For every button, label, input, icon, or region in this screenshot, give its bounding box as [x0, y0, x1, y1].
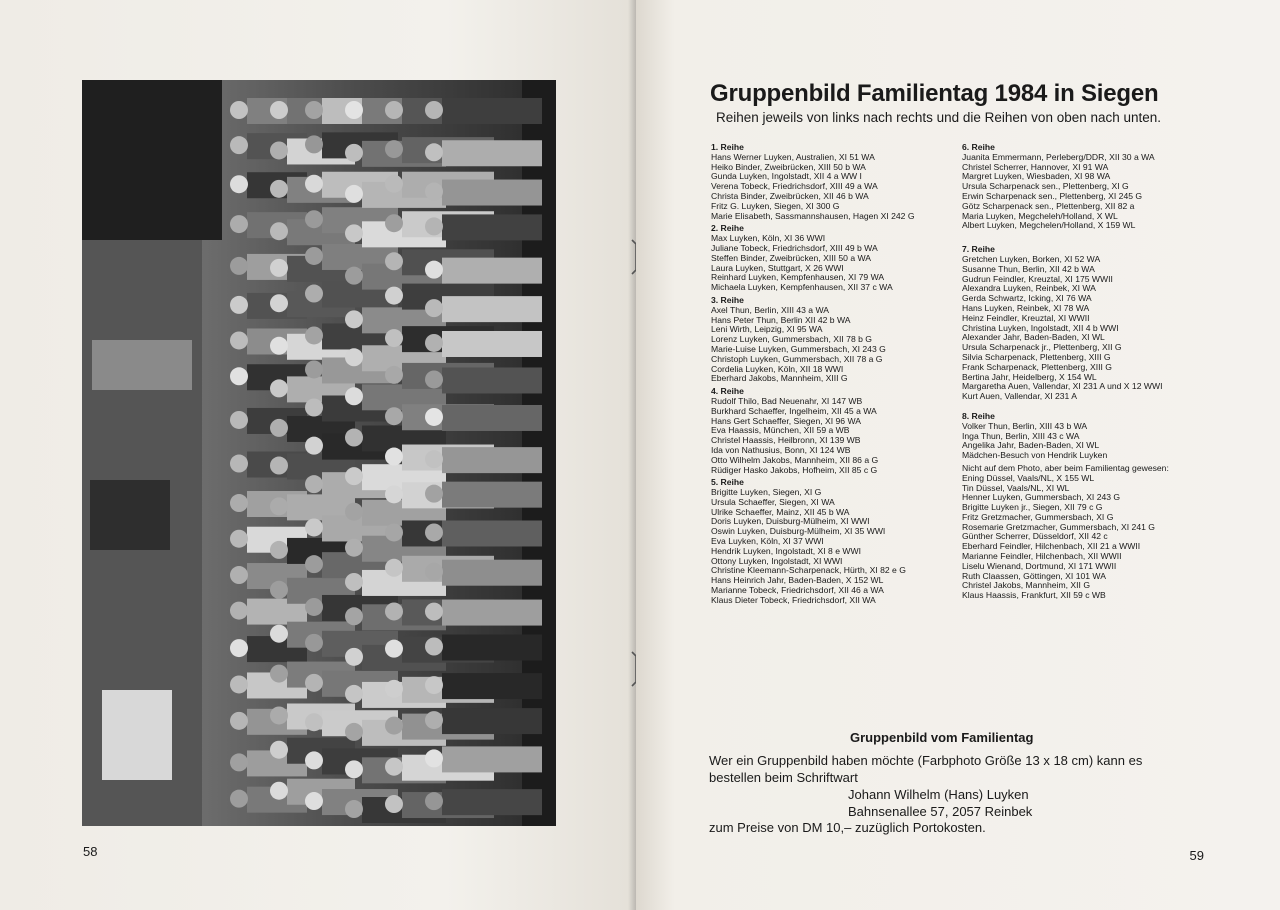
person-head	[270, 180, 288, 198]
person-head	[305, 135, 323, 153]
person-head	[425, 261, 443, 279]
name-entry: Gudrun Feindler, Kreuztal, XI 175 WWII	[962, 273, 1113, 284]
person-figure	[442, 560, 542, 586]
row-heading: 6. Reihe	[962, 142, 995, 152]
person-head	[385, 175, 403, 193]
person-head	[425, 749, 443, 767]
person-head	[385, 448, 403, 466]
person-head	[230, 411, 248, 429]
person-head	[345, 185, 363, 203]
person-head	[345, 503, 363, 521]
name-entry: Gerda Schwartz, Icking, XI 76 WA	[962, 293, 1092, 304]
row-heading: 4. Reihe	[711, 386, 744, 397]
name-entry: Angelika Jahr, Baden-Baden, XI WL	[962, 440, 1100, 451]
name-entry: Oswin Luyken, Duisburg-Mülheim, XI 35 WWI	[711, 526, 886, 537]
name-entry: Albert Luyken, Megchelen/Holland, X 159 WL	[962, 220, 1136, 231]
name-entry: Tin Düssel, Vaals/NL, XI WL	[962, 482, 1070, 493]
name-entry: Eva Haassis, München, XII 59 a WB	[711, 425, 850, 436]
person-head	[345, 685, 363, 703]
person-head	[345, 144, 363, 162]
row-section	[962, 245, 1202, 402]
name-entry: Ruth Claassen, Göttingen, XI 101 WA	[962, 570, 1106, 581]
row-section	[711, 478, 961, 605]
person-head	[230, 215, 248, 233]
order-price: zum Preise von DM 10,– zuzüglich Portokosten.	[709, 820, 986, 835]
person-head	[385, 214, 403, 232]
person-head	[425, 792, 443, 810]
person-head	[270, 222, 288, 240]
person-head	[345, 224, 363, 242]
person-head	[385, 602, 403, 620]
person-head	[345, 348, 363, 366]
order-text: Wer ein Gruppenbild haben möchte (Farbphoto Größe 13 x 18 cm) kann es bestellen beim Schriftwart	[709, 753, 1143, 785]
person-head	[230, 712, 248, 730]
row-section	[711, 387, 961, 475]
person-head	[385, 407, 403, 425]
person-head	[385, 717, 403, 735]
name-entry: Hans Werner Luyken, Australien, XI 51 WA	[711, 151, 875, 162]
person-figure	[442, 258, 542, 284]
name-entry: Gunda Luyken, Ingolstadt, XII 4 a WW I	[711, 171, 862, 182]
order-heading: Gruppenbild vom Familientag	[850, 730, 1034, 745]
row-section	[962, 412, 1202, 461]
name-entry: Burkhard Schaeffer, Ingelheim, XII 45 a WA	[711, 405, 877, 416]
person-head	[230, 639, 248, 657]
name-entry: Gretchen Luyken, Borken, XI 52 WA	[962, 253, 1101, 264]
person-head	[425, 450, 443, 468]
person-head	[385, 523, 403, 541]
person-head	[230, 136, 248, 154]
page-subtitle: Reihen jeweils von links nach rechts und die Reihen von oben nach unten.	[716, 110, 1162, 125]
person-head	[425, 370, 443, 388]
name-entry: Hans Peter Thun, Berlin XII 42 b WA	[711, 314, 851, 325]
name-entry: Christine Kleemann-Scharpenack, Hürth, XI 82 e G	[711, 565, 906, 576]
person-head	[270, 541, 288, 559]
person-head	[270, 581, 288, 599]
person-figure	[442, 140, 542, 166]
left-page	[0, 0, 636, 910]
name-entry: Ottony Luyken, Ingolstadt, XI WWI	[711, 555, 843, 566]
person-head	[230, 367, 248, 385]
name-entry: Axel Thun, Berlin, XIII 43 a WA	[711, 304, 829, 315]
person-head	[230, 101, 248, 119]
person-head	[270, 419, 288, 437]
row-section	[711, 143, 961, 221]
person-head	[345, 387, 363, 405]
order-address-block	[848, 786, 1032, 820]
name-entry: Rüdiger Hasko Jakobs, Hofheim, XII 85 c G	[711, 464, 878, 475]
person-head	[345, 101, 363, 119]
person-head	[230, 257, 248, 275]
name-entry: Ida von Nathusius, Bonn, XI 124 WB	[711, 444, 851, 455]
row-section	[962, 143, 1202, 231]
name-entry: Christel Scherrer, Hannover, XI 91 WA	[962, 161, 1109, 172]
person-head	[385, 329, 403, 347]
person-head	[345, 310, 363, 328]
person-figure	[442, 180, 542, 206]
name-entry: Otto Wilhelm Jakobs, Mannheim, XII 86 a G	[711, 454, 879, 465]
name-entry: Fritz Gretzmacher, Gummersbach, XI G	[962, 511, 1114, 522]
name-entry: Götz Scharpenack sen., Plettenberg, XII 82 a	[962, 200, 1135, 211]
person-figure	[442, 600, 542, 626]
name-entry: Leni Wirth, Leipzig, XI 95 WA	[711, 324, 823, 335]
person-figure	[442, 367, 542, 393]
person-head	[345, 723, 363, 741]
page-number-left: 58	[83, 844, 98, 859]
name-entry: Cordelia Luyken, Köln, XII 18 WWI	[711, 363, 844, 374]
person-head	[345, 429, 363, 447]
person-head	[425, 143, 443, 161]
name-entry: Klaus Haassis, Frankfurt, XII 59 c WB	[962, 590, 1106, 601]
person-head	[345, 267, 363, 285]
row-section	[711, 224, 961, 293]
name-entry: Eva Luyken, Köln, XI 37 WWI	[711, 536, 824, 547]
name-entry: Christa Binder, Zweibrücken, XII 46 b WA	[711, 190, 869, 201]
group-photo-image	[82, 80, 556, 826]
person-head	[345, 800, 363, 818]
person-head	[305, 101, 323, 119]
name-entry: Ursula Scharpenack sen., Plettenberg, XI G	[962, 181, 1129, 192]
name-entry: Fritz G. Luyken, Siegen, XI 300 G	[711, 200, 840, 211]
name-entry: Hendrik Luyken, Ingolstadt, XI 8 e WWI	[711, 545, 861, 556]
person-figure	[442, 635, 542, 661]
name-entry: Liselu Wienand, Dortmund, XI 171 WWII	[962, 560, 1117, 571]
person-head	[270, 379, 288, 397]
page-title: Gruppenbild Familientag 1984 in Siegen	[710, 80, 1159, 107]
person-figure	[442, 482, 542, 508]
person-head	[230, 494, 248, 512]
name-entry: Ursula Scharpenack jr., Plettenberg, XII G	[962, 342, 1122, 353]
name-entry: Hans Heinrich Jahr, Baden-Baden, X 152 WL	[711, 575, 884, 586]
person-head	[345, 648, 363, 666]
name-entry: Margaretha Auen, Vallendar, XI 231 A und X 12 WWI	[962, 381, 1163, 392]
name-entry: Lorenz Luyken, Gummersbach, XII 78 b G	[711, 334, 872, 345]
person-head	[270, 741, 288, 759]
person-head	[305, 713, 323, 731]
name-entry: Margret Luyken, Wiesbaden, XI 98 WA	[962, 171, 1111, 182]
names-column-left	[711, 143, 961, 609]
name-entry: Ening Düssel, Vaals/NL, X 155 WL	[962, 472, 1095, 483]
person-head	[305, 326, 323, 344]
name-entry: Brigitte Luyken, Siegen, XI G	[711, 487, 822, 498]
person-head	[230, 455, 248, 473]
person-head	[270, 259, 288, 277]
person-head	[385, 252, 403, 270]
name-entry: Kurt Auen, Vallendar, XI 231 A	[962, 391, 1077, 402]
name-entry: Christel Haassis, Heilbronn, XI 139 WB	[711, 435, 861, 446]
person-head	[345, 607, 363, 625]
name-entry: Susanne Thun, Berlin, XII 42 b WA	[962, 263, 1095, 274]
person-figure	[442, 296, 542, 322]
person-head	[305, 792, 323, 810]
name-entry: Erwin Scharpenack sen., Plettenberg, XI 245 G	[962, 190, 1143, 201]
person-head	[425, 183, 443, 201]
person-head	[385, 758, 403, 776]
name-entry: Brigitte Luyken jr., Siegen, XII 79 c G	[962, 502, 1103, 513]
person-head	[305, 598, 323, 616]
person-head	[425, 408, 443, 426]
person-head	[270, 141, 288, 159]
person-head	[230, 602, 248, 620]
person-head	[305, 518, 323, 536]
names-column-right	[962, 143, 1202, 604]
row-heading: 2. Reihe	[711, 223, 744, 234]
person-head	[270, 337, 288, 355]
person-head	[425, 334, 443, 352]
person-head	[230, 331, 248, 349]
name-entry: Eberhard Jakobs, Mannheim, XIII G	[711, 373, 848, 384]
person-head	[425, 711, 443, 729]
order-address: Bahnsenallee 57, 2057 Reinbek	[848, 804, 1033, 819]
name-entry: Hans Luyken, Reinbek, XI 78 WA	[962, 302, 1090, 313]
person-head	[270, 665, 288, 683]
person-head	[385, 485, 403, 503]
person-head	[345, 539, 363, 557]
row-heading: 3. Reihe	[711, 294, 744, 305]
person-figure	[442, 673, 542, 699]
name-entry: Heinz Feindler, Kreuztal, XI WWII	[962, 312, 1090, 323]
person-head	[385, 140, 403, 158]
name-entry: Juanita Emmermann, Perleberg/DDR, XII 30 a WA	[962, 151, 1155, 162]
person-head	[230, 753, 248, 771]
name-entry: Doris Luyken, Duisburg-Mülheim, XI WWI	[711, 516, 870, 527]
name-entry: Eberhard Feindler, Hilchenbach, XII 21 a WWII	[962, 541, 1141, 552]
person-head	[305, 285, 323, 303]
name-entry: Steffen Binder, Zweibrücken, XIII 50 a WA	[711, 252, 872, 263]
name-entry: Heiko Binder, Zweibrücken, XIII 50 b WA	[711, 161, 866, 172]
name-entry: Michaela Luyken, Kempfenhausen, XII 37 c WA	[711, 282, 893, 293]
person-figure	[442, 98, 542, 124]
person-head	[305, 247, 323, 265]
row-heading: 8. Reihe	[962, 410, 995, 421]
person-head	[305, 437, 323, 455]
person-head	[270, 625, 288, 643]
person-head	[385, 795, 403, 813]
order-name: Johann Wilhelm (Hans) Luyken	[848, 787, 1029, 802]
name-entry: Inga Thun, Berlin, XIII 43 c WA	[962, 430, 1080, 441]
name-entry: Juliane Tobeck, Friedrichsdorf, XIII 49 b WA	[711, 242, 878, 253]
name-entry: Alexandra Luyken, Reinbek, XI WA	[962, 283, 1096, 294]
person-head	[270, 457, 288, 475]
person-head	[425, 563, 443, 581]
name-entry: Verena Tobeck, Friedrichsdorf, XIII 49 a WA	[711, 181, 878, 192]
name-entry: Christoph Luyken, Gummersbach, XII 78 a G	[711, 353, 883, 364]
row-heading: 1. Reihe	[711, 142, 744, 152]
row-section	[962, 464, 1202, 601]
name-entry: Volker Thun, Berlin, XIII 43 b WA	[962, 420, 1088, 431]
person-head	[385, 287, 403, 305]
person-head	[230, 175, 248, 193]
person-head	[425, 299, 443, 317]
person-head	[270, 706, 288, 724]
person-head	[270, 497, 288, 515]
person-head	[305, 475, 323, 493]
person-head	[230, 530, 248, 548]
name-entry: Hans Gert Schaeffer, Siegen, XI 96 WA	[711, 415, 861, 426]
name-entry: Max Luyken, Köln, XI 36 WWI	[711, 233, 826, 244]
person-head	[305, 210, 323, 228]
name-entry: Christina Luyken, Ingolstadt, XII 4 b WWI	[962, 322, 1119, 333]
person-head	[230, 296, 248, 314]
person-head	[230, 675, 248, 693]
person-head	[385, 640, 403, 658]
person-head	[385, 680, 403, 698]
row-section	[711, 296, 961, 384]
person-head	[425, 485, 443, 503]
person-figure	[442, 331, 542, 357]
group-photo	[82, 80, 556, 826]
name-entry: Bertina Jahr, Heidelberg, X 154 WL	[962, 371, 1097, 382]
person-head	[305, 751, 323, 769]
row-heading: 5. Reihe	[711, 477, 744, 488]
person-head	[305, 399, 323, 417]
person-figure	[442, 447, 542, 473]
person-head	[385, 101, 403, 119]
person-head	[230, 790, 248, 808]
name-entry: Günther Scherrer, Düsseldorf, XII 42 c	[962, 531, 1108, 542]
row-heading: 7. Reihe	[962, 244, 995, 255]
person-head	[305, 555, 323, 573]
person-figure	[442, 789, 542, 815]
person-head	[425, 523, 443, 541]
name-entry: Mädchen-Besuch von Hendrik Luyken	[962, 450, 1108, 461]
person-head	[270, 782, 288, 800]
name-entry: Marianne Tobeck, Friedrichsdorf, XII 46 a WA	[711, 585, 884, 596]
name-entry: Maria Luyken, Megcheleh/Holland, X WL	[962, 210, 1118, 221]
person-head	[425, 603, 443, 621]
name-entry: Marianne Feindler, Hilchenbach, XII WWII	[962, 551, 1122, 562]
name-entry: Ursula Schaeffer, Siegen, XI WA	[711, 496, 835, 507]
page-number-right: 59	[1189, 848, 1204, 863]
person-head	[425, 638, 443, 656]
person-head	[270, 294, 288, 312]
name-entry: Laura Luyken, Stuttgart, X 26 WWI	[711, 262, 844, 273]
person-head	[305, 360, 323, 378]
person-head	[345, 760, 363, 778]
name-entry: Marie-Luise Luyken, Gummersbach, XI 243 G	[711, 343, 886, 354]
name-entry: Alexander Jahr, Baden-Baden, XI WL	[962, 332, 1105, 343]
person-head	[230, 566, 248, 584]
name-entry: Rosemarie Gretzmacher, Gummersbach, XI 241 G	[962, 521, 1155, 532]
name-entry: Ulrike Schaeffer, Mainz, XII 45 b WA	[711, 506, 850, 517]
person-head	[425, 676, 443, 694]
person-figure	[442, 708, 542, 734]
name-entry: Klaus Dieter Tobeck, Friedrichsdorf, XII WA	[711, 594, 876, 605]
name-entry: Henner Luyken, Gummersbach, XI 243 G	[962, 492, 1121, 503]
person-figure	[442, 405, 542, 431]
absent-note: Nicht auf dem Photo, aber beim Familientag gewesen:	[962, 462, 1169, 473]
person-figure	[442, 214, 542, 240]
person-figure	[442, 520, 542, 546]
name-entry: Silvia Scharpenack, Plettenberg, XIII G	[962, 351, 1111, 362]
right-page	[636, 0, 1280, 910]
person-head	[385, 366, 403, 384]
person-head	[345, 467, 363, 485]
person-head	[305, 674, 323, 692]
person-figure	[442, 746, 542, 772]
person-head	[385, 559, 403, 577]
person-head	[270, 101, 288, 119]
person-head	[425, 101, 443, 119]
name-entry: Marie Elisabeth, Sassmannshausen, Hagen XI 242 G	[711, 210, 915, 221]
person-head	[305, 175, 323, 193]
name-entry: Rudolf Thilo, Bad Neuenahr, XI 147 WB	[711, 395, 863, 406]
name-entry: Frank Scharpenack, Plettenberg, XIII G	[962, 361, 1112, 372]
person-head	[345, 573, 363, 591]
person-head	[305, 634, 323, 652]
name-entry: Christel Jakobs, Mannheim, XII G	[962, 580, 1090, 591]
person-head	[425, 217, 443, 235]
name-entry: Reinhard Luyken, Kempfenhausen, XI 79 WA	[711, 272, 885, 283]
